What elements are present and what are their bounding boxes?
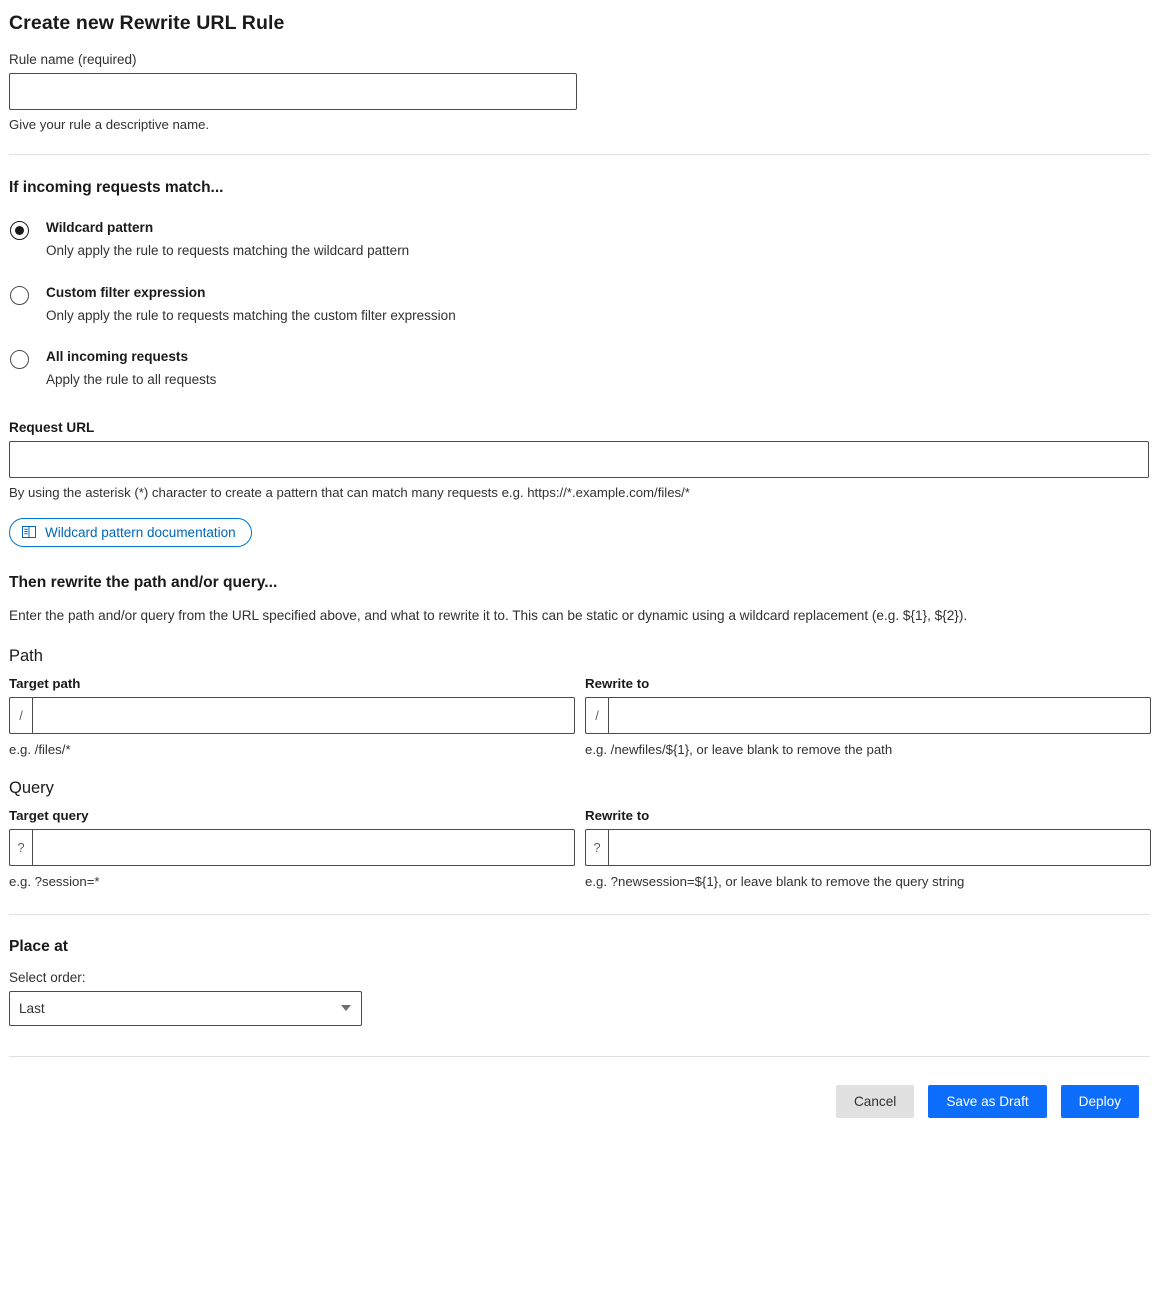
- form-actions: [9, 1085, 1148, 1138]
- rewrite-section-heading: Then rewrite the path and/or query...: [9, 573, 278, 591]
- target-query-field: [9, 808, 575, 889]
- cancel-button[interactable]: Cancel: [836, 1085, 914, 1118]
- request-url-input[interactable]: [9, 441, 1149, 478]
- query-fields-row: [9, 808, 1148, 889]
- question-prefix-icon: ?: [585, 829, 608, 866]
- target-path-input[interactable]: [32, 697, 575, 734]
- target-query-hint: e.g. ?session=*: [9, 873, 100, 889]
- radio-option-custom-filter-expression[interactable]: [9, 284, 1148, 326]
- radio-option-title: Custom filter expression: [46, 284, 206, 300]
- rewrite-query-field: [585, 808, 1151, 889]
- slash-prefix-icon: /: [585, 697, 608, 734]
- rewrite-path-input[interactable]: [608, 697, 1151, 734]
- doc-link-label: Wildcard pattern documentation: [45, 524, 236, 540]
- rewrite-query-input[interactable]: [608, 829, 1151, 866]
- divider: [9, 1056, 1150, 1057]
- rewrite-path-field: [585, 676, 1151, 757]
- radio-icon[interactable]: [10, 286, 29, 305]
- page-title: Create new Rewrite URL Rule: [9, 12, 285, 34]
- select-order-label: Select order:: [9, 969, 86, 985]
- target-path-label: Target path: [9, 675, 81, 691]
- target-path-field: [9, 676, 575, 757]
- request-url-label: Request URL: [9, 419, 95, 435]
- question-prefix-icon: ?: [9, 829, 32, 866]
- rewrite-query-hint: e.g. ?newsession=${1}, or leave blank to remove the query string: [585, 873, 965, 889]
- rewrite-query-input-group: [585, 829, 1151, 866]
- radio-option-description: Only apply the rule to requests matching the wildcard pattern: [46, 243, 410, 259]
- select-order-dropdown[interactable]: Last: [9, 991, 362, 1026]
- query-group-title: Query: [9, 778, 54, 797]
- rewrite-section-description: Enter the path and/or query from the URL specified above, and what to rewrite it to. This can be static or dynamic using a wildcard replacement (e.g. ${1}, ${2}).: [9, 607, 968, 623]
- radio-option-all-incoming-requests[interactable]: [9, 348, 1148, 390]
- match-section-heading: If incoming requests match...: [9, 179, 224, 196]
- rewrite-query-label: Rewrite to: [585, 807, 650, 823]
- wildcard-pattern-documentation-link[interactable]: [9, 518, 252, 547]
- slash-prefix-icon: /: [9, 697, 32, 734]
- target-path-hint: e.g. /files/*: [9, 741, 71, 757]
- radio-option-wildcard-pattern[interactable]: [9, 219, 1148, 261]
- book-icon: [22, 525, 37, 539]
- target-query-input[interactable]: [32, 829, 575, 866]
- radio-option-title: All incoming requests: [46, 349, 189, 365]
- save-as-draft-button[interactable]: Save as Draft: [928, 1085, 1046, 1118]
- divider: [9, 914, 1150, 915]
- request-url-hint: By using the asterisk (*) character to create a pattern that can match many requests e.g. https://*.example.com/files/*: [9, 484, 690, 500]
- radio-option-description: Apply the rule to all requests: [46, 372, 217, 388]
- deploy-button[interactable]: Deploy: [1061, 1085, 1139, 1118]
- path-fields-row: [9, 676, 1148, 757]
- rule-name-label: Rule name (required): [9, 52, 137, 67]
- select-order-wrapper: [9, 991, 362, 1026]
- radio-option-title: Wildcard pattern: [46, 220, 154, 235]
- target-query-label: Target query: [9, 807, 89, 823]
- path-group-title: Path: [9, 646, 43, 665]
- rewrite-path-label: Rewrite to: [585, 675, 650, 691]
- match-type-radio-group: [9, 219, 1148, 390]
- radio-option-description: Only apply the rule to requests matching the custom filter expression: [46, 307, 456, 323]
- rule-name-hint: Give your rule a descriptive name.: [9, 117, 210, 132]
- target-query-input-group: [9, 829, 575, 866]
- place-at-title: Place at: [9, 937, 68, 955]
- divider: [9, 154, 1150, 155]
- radio-icon[interactable]: [10, 221, 29, 240]
- radio-icon[interactable]: [10, 350, 29, 369]
- rule-name-input[interactable]: [9, 73, 577, 110]
- rewrite-path-hint: e.g. /newfiles/${1}, or leave blank to remove the path: [585, 741, 893, 757]
- target-path-input-group: [9, 697, 575, 734]
- rewrite-path-input-group: [585, 697, 1151, 734]
